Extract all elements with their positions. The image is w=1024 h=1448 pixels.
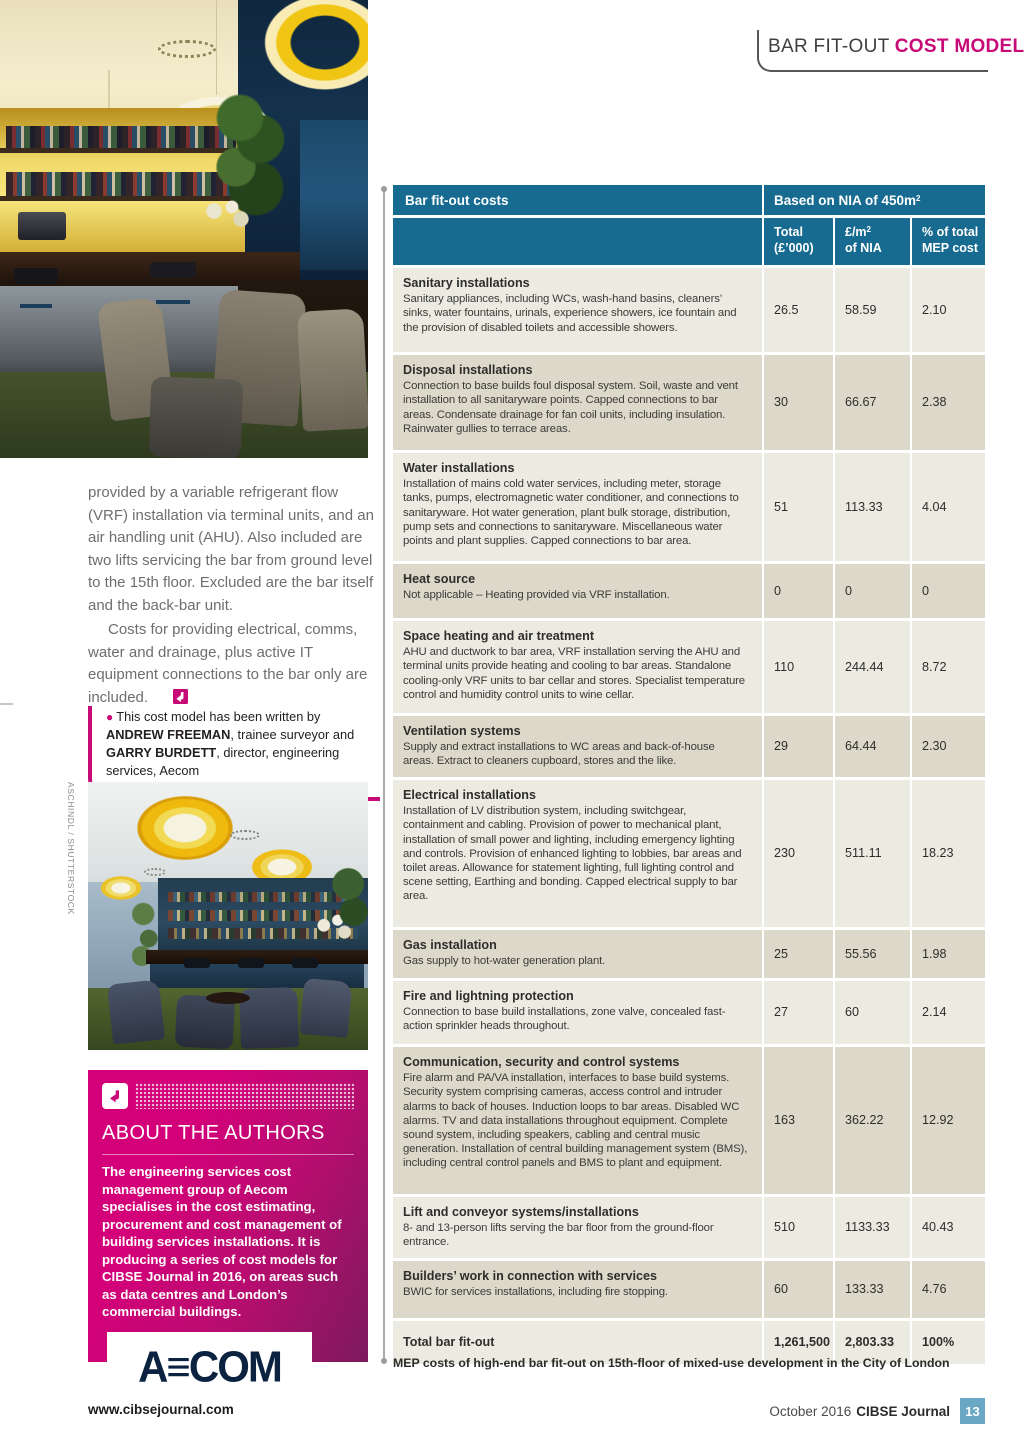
row-total: 0 (762, 564, 833, 618)
row-per-m2: 133.33 (833, 1261, 910, 1318)
table-basis: Based on NIA of $450m^2$ (762, 185, 985, 215)
row-total: 60 (762, 1261, 833, 1318)
row-per-m2: 55.56 (833, 930, 910, 978)
row-description: Connection to base build installations, zone valve, concealed fast-action sprinkler heads throughout. (403, 1006, 726, 1033)
total-row-pct: 100% (910, 1321, 985, 1365)
footer-website: www.cibsejournal.com (88, 1402, 234, 1417)
photo-barstool (150, 262, 196, 278)
table-row (393, 1197, 985, 1258)
photo-stool (238, 958, 264, 968)
bullet-icon: ● (106, 710, 114, 724)
row-pct: 2.38 (910, 355, 985, 450)
column-divider-rule (383, 190, 385, 1360)
photo-vent (230, 830, 260, 840)
row-total: 30 (762, 355, 833, 450)
row-title: Water installations (403, 460, 515, 475)
row-title: Gas installation (403, 937, 497, 952)
about-authors-box (88, 1070, 368, 1391)
halftone-dots-strip (135, 1083, 354, 1109)
photo-barstool (14, 268, 58, 284)
table-title: Bar fit-out costs (405, 193, 509, 208)
row-title: Disposal installations (403, 362, 533, 377)
table-rows (393, 268, 985, 1318)
row-title: Ventilation systems (403, 723, 521, 738)
row-total: 25 (762, 930, 833, 978)
row-description: Fire alarm and PA/VA installation, interfaces to base build systems. Security system comprising cameras, access control and intruder alarms to back of houses. Induction loops to bar areas. Disabled WC alarms. TV and data installations throughout equipment. Complete sound system, including speakers, cabling and central music generation. Installation of central building management system (BMS), including central control panels and BMS to plant and equipment. (403, 1072, 748, 1170)
superscript: 2 (866, 225, 871, 234)
row-total: 510 (762, 1197, 833, 1258)
row-pct: 2.14 (910, 981, 985, 1044)
row-title: Heat source (403, 571, 476, 586)
article-paragraph: Costs for providing electrical, comms, water and drainage, plus active IT equipment connections to the bar only are included. (88, 621, 368, 706)
author-credit-text: ● This cost model has been written by ANDREW FREEMAN, trainee surveyor and GARRY BURDETT, director, engineering services, Aecom (106, 709, 355, 779)
row-per-m2: 64.44 (833, 716, 910, 777)
table-column-headers (393, 218, 985, 265)
row-per-m2: 58.59 (833, 268, 910, 352)
row-per-m2: 244.44 (833, 621, 910, 713)
about-divider (102, 1154, 354, 1155)
table-row (393, 268, 985, 352)
footer-issue-info (769, 1398, 985, 1424)
margin-tick (0, 703, 13, 705)
photo-books-row (6, 172, 236, 196)
photo-donut-light-large (116, 782, 254, 874)
article-body (88, 482, 380, 709)
row-total: 27 (762, 981, 833, 1044)
row-per-m2: 1133.33 (833, 1197, 910, 1258)
table-row (393, 1261, 985, 1318)
row-pct: 40.43 (910, 1197, 985, 1258)
column-header-total: Total (£’000) (762, 218, 833, 265)
total-row-title: Total bar fit-out (403, 1334, 495, 1349)
row-title: Lift and conveyor systems/installations (403, 1204, 639, 1219)
table-row (393, 981, 985, 1044)
row-pct: 2.30 (910, 716, 985, 777)
photo-flowers (196, 195, 256, 235)
author-name: GARRY BURDETT (106, 745, 217, 761)
row-description: Supply and extract installations to WC areas and back-of-house areas. Extract to cleaners cupboard, stores and the like. (403, 741, 715, 768)
table-row (393, 716, 985, 777)
photo-plant (332, 864, 368, 944)
cost-table (393, 185, 985, 1367)
photo-vent (144, 868, 166, 876)
table-row (393, 780, 985, 927)
photo-chair (300, 978, 353, 1038)
table-row (393, 355, 985, 450)
row-description: Installation of mains cold water services, including meter, storage tanks, pumps, electromagnetic water conditioner, and connections to sanitaryware. Hot water generation, plant bulk storage, distribution, pump sets and connections to sanitaryware. Miscellaneous water points and plant supplies. Capped connections to bar area. (403, 478, 739, 547)
end-of-article-icon (153, 689, 168, 704)
row-description: BWIC for services installations, including fire stopping. (403, 1286, 668, 1299)
table-title-bar (393, 185, 985, 215)
row-title: Electrical installations (403, 787, 536, 802)
article-paragraph: provided by a variable refrigerant flow (VRF) installation via terminal units, and an air handling unit (AHU). Also included are two lifts servicing the bar from ground level to the 15th floor. Excluded are the bar itself and the back-bar unit. (88, 484, 374, 614)
table-caption: MEP costs of high-end bar fit-out on 15th-floor of mixed-use development in the City of London (393, 1356, 950, 1370)
page-title-regular: BAR FIT-OUT (768, 36, 895, 57)
row-pct: 12.92 (910, 1047, 985, 1194)
footer-issue-date: October 2016 (769, 1403, 852, 1419)
row-title: Sanitary installations (403, 275, 530, 290)
row-title: Communication, security and control systems (403, 1054, 680, 1069)
row-per-m2: 362.22 (833, 1047, 910, 1194)
row-per-m2: 511.11 (833, 780, 910, 927)
row-description: AHU and ductwork to bar area, VRF installation serving the AHU and terminal units provide heating and cooling to bar areas. Standalone cooling-only VRF units to bar cellar and stores. Specialist temperature control and humidity control units to wine cellar. (403, 646, 745, 701)
photo-chair (149, 376, 244, 458)
superscript: 2 (916, 194, 921, 203)
about-header-decoration (102, 1083, 354, 1109)
row-total: 29 (762, 716, 833, 777)
page-title-accent: COST MODEL (894, 36, 1024, 57)
row-description: Not applicable – Heating provided via VRF installation. (403, 589, 670, 602)
column-header-spacer (393, 218, 762, 265)
row-pct: 1.98 (910, 930, 985, 978)
row-description: Gas supply to hot-water generation plant. (403, 955, 606, 968)
row-per-m2: 60 (833, 981, 910, 1044)
photo-donut-light-small (90, 870, 152, 906)
row-description: Sanitary appliances, including WCs, wash-hand basins, cleaners’ sinks, water fountains, urinals, experience showers, ice fountain and the provision of disabled toilets and accessible showers. (403, 293, 737, 334)
photo-chair (297, 308, 368, 431)
row-title: Builders’ work in connection with services (403, 1268, 658, 1283)
bar-photo-lower (88, 782, 368, 1050)
row-description: Installation of LV distribution system, including switchgear, containment and cabling. Provision of power to mechanical plant, installation of small power and lighting, including emergency lighting and controls. Provision of enhanced lighting to lobbies, bar areas and toilet areas. Allowance for statement lighting, full lighting control and scene setting, Earthing and bonding. Capped electrical supply to bar area. (403, 805, 742, 903)
row-pct: 4.04 (910, 453, 985, 561)
row-title: Fire and lightning protection (403, 988, 574, 1003)
page-title (768, 36, 1024, 58)
photo-cord (216, 0, 217, 95)
author-name: ANDREW FREEMAN (106, 727, 231, 743)
column-header-pct: % of total MEP cost (910, 218, 985, 265)
row-per-m2: 0 (833, 564, 910, 618)
photo-stool (292, 958, 318, 968)
photo-table (206, 992, 250, 1004)
row-total: 26.5 (762, 268, 833, 352)
photo-credit: ASCHINDL / SHUTTERSTOCK (66, 782, 76, 915)
bar-photo-top (0, 0, 368, 458)
photo-shelf-row (168, 892, 358, 902)
photo-window-glow (300, 120, 368, 270)
row-description: Connection to base builds foul disposal system. Soil, waste and vent installation to all sanitaryware points. Capped connections to bar areas. Condensate drainage for fan coil units, including insulation. Rainwater gullies to terrace areas. (403, 380, 738, 435)
row-title: Space heating and air treatment (403, 628, 595, 643)
row-pct: 0 (910, 564, 985, 618)
row-total: 163 (762, 1047, 833, 1194)
row-total: 230 (762, 780, 833, 927)
row-pct: 8.72 (910, 621, 985, 713)
total-row-per-m2: 2,803.33 (833, 1321, 910, 1365)
table-row (393, 564, 985, 618)
photo-books-row (6, 126, 236, 148)
footer-journal-name: CIBSE Journal (856, 1403, 950, 1419)
row-pct: 18.23 (910, 780, 985, 927)
aecom-logo: A≡COM (107, 1332, 312, 1402)
row-description: 8- and 13-person lifts serving the bar floor from the ground-floor entrance. (403, 1222, 714, 1249)
page-number-badge: 13 (960, 1398, 985, 1424)
row-per-m2: 113.33 (833, 453, 910, 561)
row-pct: 4.76 (910, 1261, 985, 1318)
row-total: 51 (762, 453, 833, 561)
photo-stool (184, 958, 210, 968)
total-row-total: 1,261,500 (762, 1321, 833, 1365)
photo-chair (107, 979, 165, 1044)
photo-espresso-machine (18, 212, 66, 240)
about-title: ABOUT THE AUTHORS (102, 1122, 325, 1144)
row-per-m2: 66.67 (833, 355, 910, 450)
photo-vent (158, 40, 216, 58)
table-row (393, 621, 985, 713)
row-pct: 2.10 (910, 268, 985, 352)
column-header-per-m2: $£/m^2$ of NIA (833, 218, 910, 265)
article-arrow-icon (102, 1083, 128, 1109)
about-body: The engineering services cost management group of Aecom specialises in the cost estimating, procurement and cost management of building services installations. It is producing a series of cost models for CIBSE Journal in 2016, on areas such as data centres and London’s commercial buildings. (102, 1164, 342, 1320)
row-total: 110 (762, 621, 833, 713)
table-row (393, 930, 985, 978)
table-row (393, 1047, 985, 1194)
table-row (393, 453, 985, 561)
